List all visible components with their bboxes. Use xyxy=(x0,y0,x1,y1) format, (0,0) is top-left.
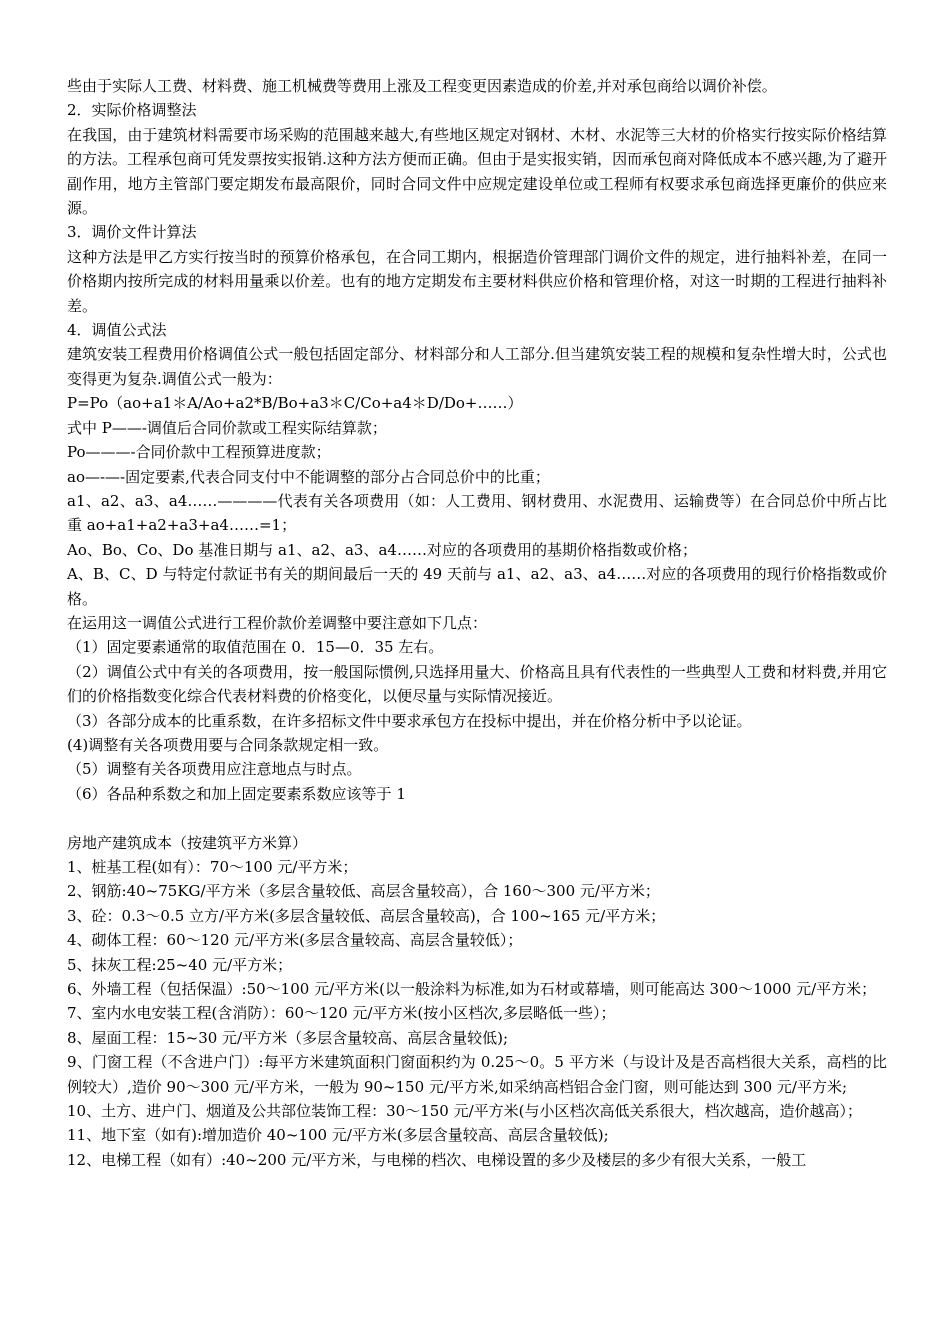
formula-definition: a1、a2、a3、a4……————代表有关各项费用（如：人工费用、钢材费用、水泥费用、运输费等）在合同总价中所占比重 ao+a1+a2+a3+a4……=1； xyxy=(67,491,887,535)
note-item: （6）各品种系数之和加上固定要素系数应该等于 1 xyxy=(67,784,406,803)
note-item: (4)调整有关各项费用要与合同条款规定相一致。 xyxy=(67,735,389,754)
cost-item: 4、砌体工程：60～120 元/平方米(多层含量较高、高层含量较低）； xyxy=(67,931,523,950)
formula-definition: Ao、Bo、Co、Do 基准日期与 a1、a2、a3、a4……对应的各项费用的基期价格指数或价格； xyxy=(67,540,697,559)
note-item: （2）调值公式中有关的各项费用，按一般国际惯例,只选择用量大、价格高且具有代表性的一些典型人工费和材料费,并用它们的价格指数变化综合代表材料费的价格变化，以便尽量与实际情况接近。 xyxy=(67,662,887,706)
cost-item: 10、土方、进户门、烟道及公共部位装饰工程：30～150 元/平方米(与小区档次高低关系很大，档次越高，造价越高）； xyxy=(67,1102,862,1121)
document-page xyxy=(67,74,887,1172)
paragraph: 在我国，由于建筑材料需要市场采购的范围越来越大,有些地区规定对钢材、木材、水泥等三大材的价格实行按实际价格结算的方法。工程承包商可凭发票按实报销.这种方法方便而正确。但由于是实报实销，因而承包商对降低成本不感兴趣,为了避开副作用，地方主管部门要定期发布最高限价，同时合同文件中应规定建设单位或工程师有权要求承包商选择更廉价的供应来源。 xyxy=(67,125,887,218)
note-item: （3）各部分成本的比重系数，在许多招标文件中要求承包方在投标中提出，并在价格分析中予以论证。 xyxy=(67,711,752,730)
cost-item: 3、砼：0.3～0.5 立方/平方米(多层含量较低、高层含量较高)，合 100~165 元/平方米； xyxy=(67,906,666,925)
formula-definition: ao—-—-固定要素,代表合同支付中不能调整的部分占合同总价中的比重； xyxy=(67,467,550,486)
blank-line xyxy=(67,806,887,830)
cost-item: 9、门窗工程（不含进户门）:每平方米建筑面积门窗面积约为 0.25～0。5 平方米（与设计及是否高档很大关系，高档的比例较大）,造价 90～300 元/平方米，一般为 90~150 元/平方米,如采纳高档铝合金门窗，则可能达到 300 元/平方米; xyxy=(67,1053,887,1096)
paragraph: 在运用这一调值公式进行工程价款价差调整中要注意如下几点： xyxy=(67,613,488,632)
formula-definition: A、B、C、D 与特定付款证书有关的期间最后一天的 49 天前与 a1、a2、a3、a4……对应的各项费用的现行价格指数或价格。 xyxy=(67,565,887,608)
section-heading: 2．实际价格调整法 xyxy=(67,101,197,120)
formula-definition: Po———-合同价款中工程预算进度款； xyxy=(67,443,331,462)
cost-item: 2、钢筋:40~75KG/平方米（多层含量较低、高层含量较高），合 160～300 元/平方米； xyxy=(67,882,660,901)
cost-item: 7、室内水电安装工程(含消防）：60～120 元/平方米(按小区档次,多层略低一些）； xyxy=(67,1004,616,1023)
note-item: （1）固定要素通常的取值范围在 0．15—0．35 左右。 xyxy=(67,638,444,657)
paragraph: 建筑安装工程费用价格调值公式一般包括固定部分、材料部分和人工部分.但当建筑安装工程的规模和复杂性增大时，公式也变得更为复杂.调值公式一般为： xyxy=(67,345,887,388)
formula-definition: 式中 P——-调值后合同价款或工程实际结算款； xyxy=(67,418,387,437)
paragraph: 这种方法是甲乙方实行按当时的预算价格承包，在合同工期内，根据造价管理部门调价文件的规定，进行抽料补差，在同一价格期内按所完成的材料用量乘以价差。也有的地方定期发布主要材料供应价格和管理价格，对这一时期的工程进行抽料补差。 xyxy=(67,247,887,315)
cost-item: 1、桩基工程(如有）：70～100 元/平方米； xyxy=(67,857,358,876)
cost-item: 8、屋面工程：15~30 元/平方米（多层含量较高、高层含量较低); xyxy=(67,1028,509,1047)
note-item: （5）调整有关各项费用应注意地点与时点。 xyxy=(67,760,362,779)
cost-item: 12、电梯工程（如有）:40~200 元/平方米，与电梯的档次、电梯设置的多少及楼层的多少有很大关系，一般工 xyxy=(67,1150,807,1169)
paragraph: 些由于实际人工费、材料费、施工机械费等费用上涨及工程变更因素造成的价差,并对承包商给以调价补偿。 xyxy=(67,77,777,95)
cost-item: 5、抹灰工程:25~40 元/平方米； xyxy=(67,955,293,974)
formula: P=Po（ao+a1＊A/Ao+a2*B/Bo+a3＊C/Co+a4＊D/Do+……） xyxy=(67,394,523,413)
section-heading: 4．调值公式法 xyxy=(67,321,167,340)
cost-item: 11、地下室（如有):增加造价 40~100 元/平方米(多层含量较高、高层含量较低); xyxy=(67,1126,609,1145)
section-heading: 3．调价文件计算法 xyxy=(67,223,197,242)
cost-section-title: 房地产建筑成本（按建筑平方米算） xyxy=(67,833,308,852)
cost-item: 6、外墙工程（包括保温）:50～100 元/平方米(以一般涂料为标准,如为石材或幕墙，则可能高达 300～1000 元/平方米； xyxy=(67,980,877,999)
